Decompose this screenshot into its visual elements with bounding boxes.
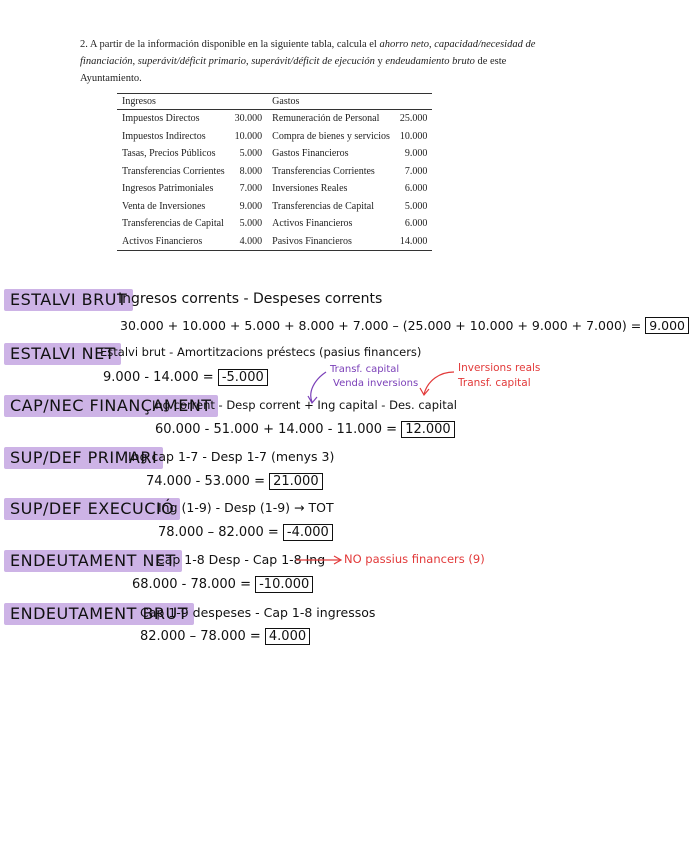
result-estalvi-brut: 9.000 [645,317,689,334]
header-ingresos: Ingresos [117,94,267,110]
formula-estalvi-net: Estalvi brut - Amortitzacions préstecs (pasius financers) [100,345,422,359]
calc-text: 82.000 – 78.000 = [140,629,261,644]
arrow-red-icon [424,372,454,394]
income-value: 5.000 [239,148,263,160]
result-endeutament-brut: 4.000 [265,628,310,645]
expense-value: 5.000 [404,200,428,212]
income-value: 30.000 [234,113,263,125]
result-primari: 21.000 [269,473,323,490]
label-cap-nec: CAP/NEC FINANÇAMENT [4,395,218,417]
budget-table [117,93,432,251]
term-capacidad: capacidad/necesidad de financiación [80,39,536,67]
income-label: Activos Financieros [117,233,230,251]
calc-text: 9.000 - 14.000 = [103,370,214,385]
calc-endeutament-net [132,577,313,592]
term-primario: superávit/déficit primario [137,56,246,67]
calc-text: 30.000 + 10.000 + 5.000 + 8.000 + 7.000 – (25.000 + 10.000 + 9.000 + 7.000) = [120,318,642,333]
income-label: Transferencias de Capital [122,218,224,230]
income-label: Venta de Inversiones [122,200,206,212]
income-value: 7.000 [239,183,263,195]
calc-text: 78.000 – 82.000 = [158,525,279,540]
expense-value: 6.000 [404,218,428,230]
problem-sep: , [132,56,138,67]
income-value: 9.000 [239,200,263,212]
label-endeutament-brut: ENDEUTAMENT BRUT [4,603,194,625]
calc-endeutament-brut [140,629,310,644]
calc-text: 60.000 - 51.000 + 14.000 - 11.000 = [155,422,398,437]
calc-cap-nec [155,422,455,437]
calc-execucio [158,525,333,540]
expense-label: Remuneración de Personal [272,113,380,125]
table-row [117,198,432,216]
label-endeutament-net: ENDEUTAMENT NET [4,550,182,572]
calc-text: 68.000 - 78.000 = [132,577,251,592]
calc-text: 74.000 - 53.000 = [146,474,265,489]
table-row [117,163,432,181]
table-row [117,110,432,128]
term-ahorro: ahorro neto [379,39,429,50]
income-value: 4.000 [230,233,268,251]
note-no-passius: NO passius financers (9) [344,552,485,566]
note-venda-inversions: Venda inversions [333,378,419,389]
formula-estalvi-brut: Ingresos corrents - Despeses corrents [118,291,383,307]
expense-label: Transferencias de Capital [272,200,374,212]
problem-sep: , [245,56,252,67]
expense-label: Activos Financieros [272,218,353,230]
problem-text: A partir de la información disponible en la siguiente tabla, calcula el [89,39,380,50]
problem-statement [80,36,560,87]
calc-estalvi-brut [120,318,689,333]
arrow-red-head-icon [420,388,429,395]
result-endeutament-net: -10.000 [255,576,313,593]
label-estalvi-brut: ESTALVI BRUT [4,289,133,311]
formula-endeutament-brut: Cap 1-9 despeses - Cap 1-8 ingressos [140,605,376,620]
table-body [117,110,432,251]
problem-sep: y [374,56,386,67]
income-value: 8.000 [239,165,263,177]
note-transf-capital-red: Transf. capital [458,377,531,389]
calc-estalvi-net [103,370,268,385]
income-label: Tasas, Precios Públicos [122,148,216,160]
arrow-red-net-head-icon [334,556,341,564]
header-gastos: Gastos [267,94,432,110]
expense-label: Pasivos Financieros [267,233,395,251]
table-row [117,215,432,233]
formula-cap-nec: Ing corrent - Desp corrent + Ing capital - Des. capital [152,398,457,412]
expense-label: Transferencias Corrientes [272,165,375,177]
table-row [117,145,432,163]
expense-value: 25.000 [399,113,428,125]
calc-primari [146,474,323,489]
note-transf-capital-purple: Transf. capital [330,364,400,375]
table-row [117,180,432,198]
formula-execucio: Ing (1-9) - Desp (1-9) → TOT [158,500,334,515]
expense-label: Inversiones Reales [272,183,348,195]
problem-sep: , [428,39,435,50]
result-execucio: -4.000 [283,524,333,541]
label-primari: SUP/DEF PRIMARI [4,447,163,469]
table-header-row [117,94,432,110]
income-label: Ingresos Patrimoniales [122,183,214,195]
table-row [117,128,432,146]
term-endeudamiento: endeudamiento bruto [385,56,475,67]
note-inversions-reals: Inversions reals [458,362,541,374]
table-row [117,233,432,251]
formula-primari: Ing cap 1-7 - Desp 1-7 (menys 3) [128,449,335,464]
label-execucio: SUP/DEF EXECUCIÓ [4,498,180,520]
income-value: 5.000 [239,218,263,230]
expense-value: 14.000 [395,233,433,251]
expense-value: 9.000 [404,148,428,160]
expense-label: Gastos Financieros [272,148,349,160]
income-value: 10.000 [234,130,263,142]
expense-value: 6.000 [404,183,428,195]
term-ejecucion: superávit/déficit de ejecución [251,56,375,67]
income-label: Impuestos Directos [122,113,200,125]
result-cap-nec: 12.000 [401,421,455,438]
expense-value: 7.000 [404,165,428,177]
label-estalvi-net: ESTALVI NET [4,343,121,365]
problem-number: 2. [80,39,88,50]
formula-endeutament-net: Cap 1-8 Desp - Cap 1-8 Ing [156,552,326,567]
income-label: Impuestos Indirectos [122,130,206,142]
problem-text: de este Ayuntamiento. [80,56,507,84]
expense-label: Compra de bienes y servicios [272,130,390,142]
result-estalvi-net: -5.000 [218,369,268,386]
expense-value: 10.000 [399,130,428,142]
income-label: Transferencias Corrientes [122,165,225,177]
